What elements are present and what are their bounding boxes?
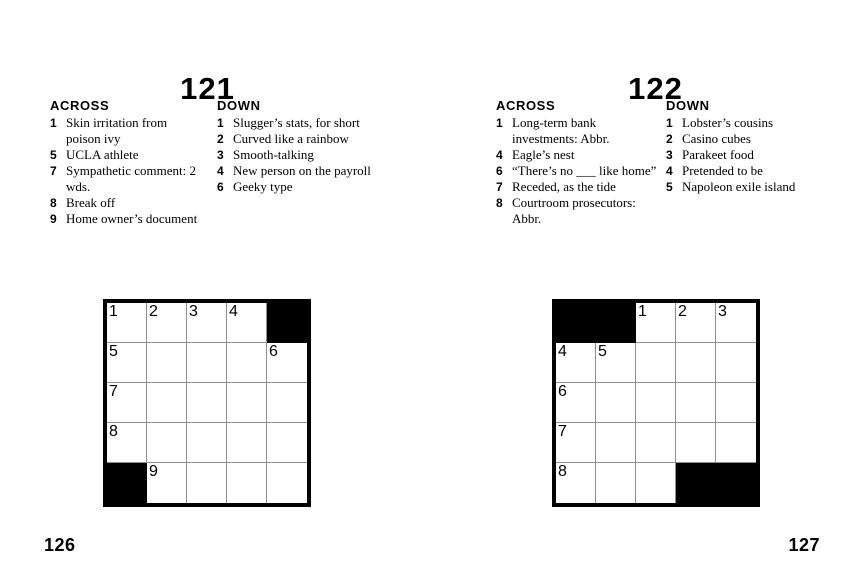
grid-cell[interactable]: [147, 423, 187, 463]
grid-cell[interactable]: [636, 303, 676, 343]
down-header: DOWN: [217, 98, 261, 113]
grid-cell[interactable]: [187, 463, 227, 503]
cell-number: 4: [558, 343, 567, 360]
clue-text: Casino cubes: [682, 131, 751, 146]
across-clues: [496, 97, 657, 227]
clue-number: 4: [496, 148, 503, 162]
clue-text: Break off: [66, 195, 116, 210]
clue-item: [666, 179, 852, 195]
crossword-grid: [103, 299, 311, 507]
clue-number: 1: [50, 116, 57, 130]
clue-text: Receded, as the tide: [512, 179, 616, 194]
clue-number: 1: [217, 116, 224, 130]
grid-cell[interactable]: [147, 343, 187, 383]
grid-cell[interactable]: [187, 423, 227, 463]
down-clues: [666, 97, 852, 195]
clue-item: [50, 147, 204, 163]
grid-cell[interactable]: [187, 383, 227, 423]
clue-text: Pretended to be: [682, 163, 763, 178]
black-cell: [556, 303, 596, 343]
grid-cell[interactable]: [596, 383, 636, 423]
clue-number: 3: [666, 148, 673, 162]
clue-number: 4: [666, 164, 673, 178]
black-cell: [596, 303, 636, 343]
across-header: ACROSS: [496, 98, 556, 113]
cell-number: 2: [149, 303, 158, 320]
clue-text: “There’s no ___ like home”: [512, 163, 657, 178]
grid-cell[interactable]: [716, 343, 756, 383]
page-number-right: 127: [788, 535, 820, 555]
cell-number: 8: [558, 463, 567, 480]
clue-item: [217, 179, 379, 195]
grid-cell[interactable]: [267, 343, 307, 383]
page-number-left: 126: [44, 535, 76, 555]
grid-cell[interactable]: [147, 383, 187, 423]
black-cell: [267, 303, 307, 343]
cell-number: 1: [638, 303, 647, 320]
clue-item: [496, 147, 657, 163]
grid-cell[interactable]: [227, 343, 267, 383]
clue-text: Geeky type: [233, 179, 293, 194]
grid-cell[interactable]: [636, 383, 676, 423]
clue-text: Home owner’s document: [66, 211, 198, 226]
clue-text: New person on the payroll: [233, 163, 371, 178]
clue-number: 1: [666, 116, 673, 130]
grid-cell[interactable]: [596, 343, 636, 383]
clue-number: 8: [496, 196, 503, 210]
puzzle-title: 122: [628, 70, 683, 106]
clue-number: 4: [217, 164, 224, 178]
grid-cell[interactable]: [227, 303, 267, 343]
cell-number: 7: [558, 423, 567, 440]
clue-number: 8: [50, 196, 57, 210]
cell-number: 6: [269, 343, 278, 360]
clue-item: [666, 147, 852, 163]
across-header: ACROSS: [50, 98, 110, 113]
cell-number: 2: [678, 303, 687, 320]
clue-text: Long-term bank investments: Abbr.: [512, 115, 610, 146]
grid-cell[interactable]: [676, 303, 716, 343]
clue-text: Lobster’s cousins: [682, 115, 774, 130]
clue-text: Courtroom prosecutors: Abbr.: [512, 195, 636, 226]
cell-number: 8: [109, 423, 118, 440]
grid-cell[interactable]: [107, 303, 147, 343]
grid-cell[interactable]: [267, 463, 307, 503]
down-clue-list: [217, 115, 379, 195]
clue-item: [217, 147, 379, 163]
clue-text: Napoleon exile island: [682, 179, 796, 194]
grid-cell[interactable]: [716, 423, 756, 463]
clue-text: Sympathetic comment: 2 wds.: [66, 163, 196, 194]
grid-cell[interactable]: [187, 303, 227, 343]
across-clue-list: [50, 115, 204, 227]
puzzle-title: 121: [180, 70, 235, 106]
clue-item: [217, 131, 379, 147]
grid-cell[interactable]: [676, 383, 716, 423]
clue-item: [496, 195, 657, 227]
grid-cell[interactable]: [227, 463, 267, 503]
grid-cell[interactable]: [596, 463, 636, 503]
black-cell: [716, 463, 756, 503]
grid-cell[interactable]: [147, 463, 187, 503]
cell-number: 4: [229, 303, 238, 320]
black-cell: [676, 463, 716, 503]
crossword-grid: [552, 299, 760, 507]
grid-cell[interactable]: [676, 423, 716, 463]
cell-number: 6: [558, 383, 567, 400]
grid-cell[interactable]: [556, 423, 596, 463]
clue-text: Slugger’s stats, for short: [233, 115, 360, 130]
cell-number: 1: [109, 303, 118, 320]
grid-cell[interactable]: [596, 423, 636, 463]
clue-item: [217, 163, 379, 179]
clue-item: [496, 179, 657, 195]
cell-number: 7: [109, 383, 118, 400]
black-cell: [107, 463, 147, 503]
clue-text: Smooth-talking: [233, 147, 314, 162]
clue-item: [50, 211, 204, 227]
clue-number: 6: [217, 180, 224, 194]
clue-item: [50, 195, 204, 211]
clue-text: Parakeet food: [682, 147, 754, 162]
grid-cell[interactable]: [147, 303, 187, 343]
clue-text: Curved like a rainbow: [233, 131, 349, 146]
grid-cell[interactable]: [556, 383, 596, 423]
cell-number: 3: [718, 303, 727, 320]
clue-number: 5: [666, 180, 673, 194]
grid-cell[interactable]: [716, 383, 756, 423]
clue-number: 7: [496, 180, 503, 194]
down-clue-list: [666, 115, 852, 195]
clue-item: [666, 115, 852, 131]
clue-number: 2: [666, 132, 673, 146]
grid-cell[interactable]: [636, 463, 676, 503]
grid-cell[interactable]: [227, 423, 267, 463]
grid-cell[interactable]: [716, 303, 756, 343]
grid-cell[interactable]: [187, 343, 227, 383]
down-clues: [217, 97, 379, 195]
clue-number: 3: [217, 148, 224, 162]
clue-item: [50, 163, 204, 195]
clue-text: UCLA athlete: [66, 147, 139, 162]
grid-cell[interactable]: [267, 423, 307, 463]
clue-item: [496, 163, 657, 179]
clue-number: 2: [217, 132, 224, 146]
across-clue-list: [496, 115, 657, 227]
across-clues: [50, 97, 204, 227]
clue-number: 9: [50, 212, 57, 226]
cell-number: 3: [189, 303, 198, 320]
grid-cell[interactable]: [107, 423, 147, 463]
clue-item: [496, 115, 657, 147]
cell-number: 5: [598, 343, 607, 360]
grid-cell[interactable]: [636, 423, 676, 463]
clue-item: [217, 115, 379, 131]
grid-cell[interactable]: [107, 383, 147, 423]
grid-cell[interactable]: [227, 383, 267, 423]
clue-item: [666, 131, 852, 147]
grid-cell[interactable]: [556, 463, 596, 503]
grid-cell[interactable]: [636, 343, 676, 383]
clue-item: [666, 163, 852, 179]
clue-number: 1: [496, 116, 503, 130]
grid-cell[interactable]: [676, 343, 716, 383]
cell-number: 5: [109, 343, 118, 360]
clue-text: Skin irritation from poison ivy: [66, 115, 168, 146]
grid-cell[interactable]: [267, 383, 307, 423]
cell-number: 9: [149, 463, 158, 480]
down-header: DOWN: [666, 98, 710, 113]
clue-number: 5: [50, 148, 57, 162]
grid-cell[interactable]: [107, 343, 147, 383]
clue-number: 7: [50, 164, 57, 178]
grid-cell[interactable]: [556, 343, 596, 383]
clue-item: [50, 115, 204, 147]
puzzle-122: [432, 0, 864, 576]
clue-number: 6: [496, 164, 503, 178]
clue-text: Eagle’s nest: [512, 147, 575, 162]
